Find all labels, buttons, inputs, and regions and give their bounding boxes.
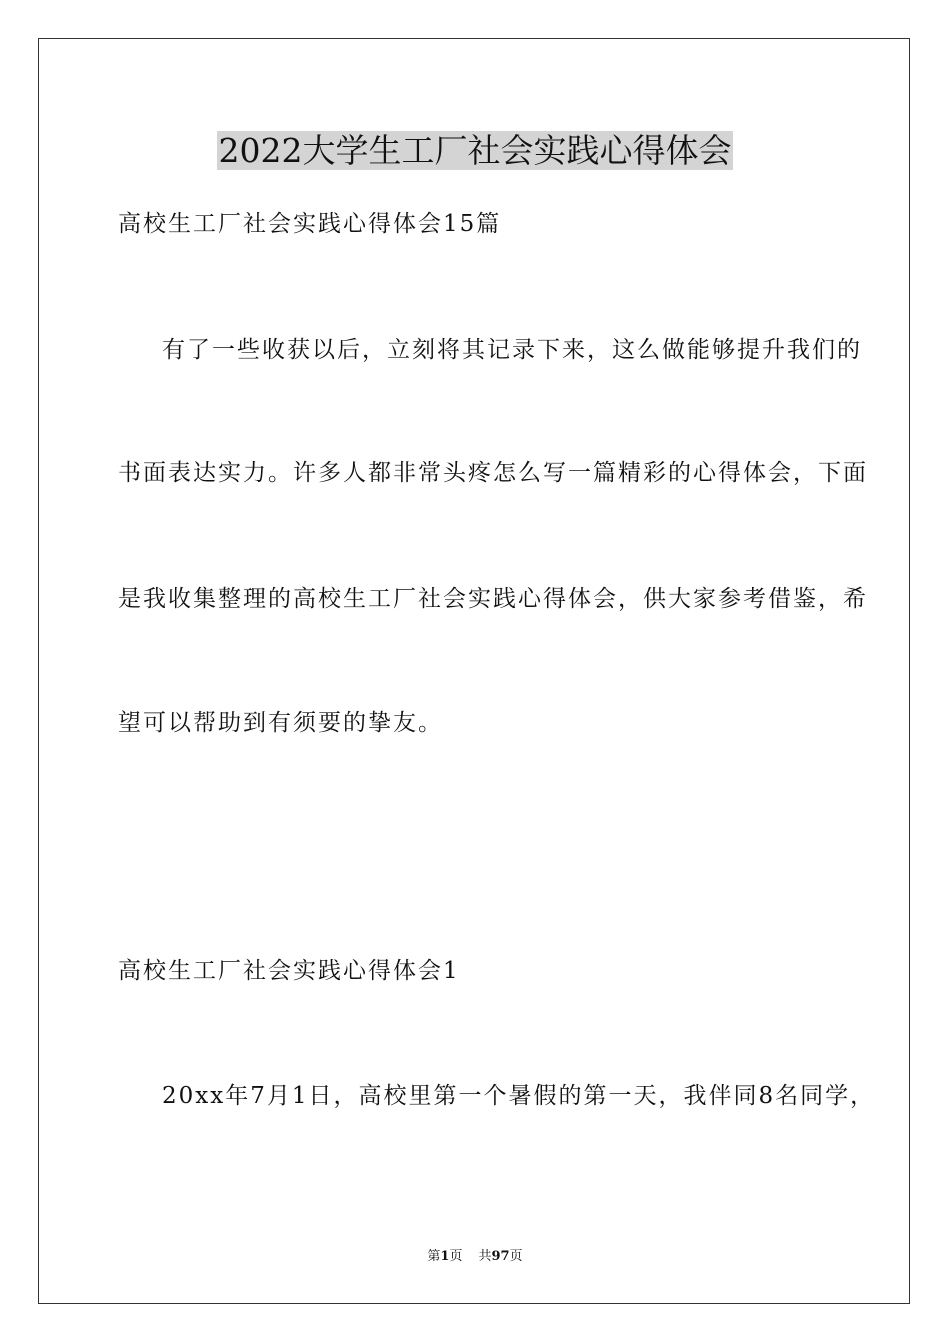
footer-page-prefix: 第 bbox=[427, 1249, 441, 1264]
intro-line-1: 有了一些收获以后，立刻将其记录下来，这么做能够提升我们的 bbox=[162, 337, 862, 363]
section-paragraph-line-1: 20xx年7月1日，高校里第一个暑假的第一天，我伴同8名同学， bbox=[162, 1083, 876, 1109]
document-subtitle: 高校生工厂社会实践心得体会15篇 bbox=[118, 211, 502, 237]
intro-line-4: 望可以帮助到有须要的挚友。 bbox=[118, 710, 443, 736]
document-title-text: 2022大学生工厂社会实践心得体会 bbox=[218, 131, 732, 170]
footer-total-prefix: 共 bbox=[478, 1249, 492, 1264]
footer-page-number: 1 bbox=[440, 1249, 450, 1264]
page-footer bbox=[0, 1248, 950, 1266]
intro-line-2: 书面表达实力。许多人都非常头疼怎么写一篇精彩的心得体会，下面 bbox=[118, 460, 868, 486]
intro-line-3: 是我收集整理的高校生工厂社会实践心得体会，供大家参考借鉴，希 bbox=[118, 586, 868, 612]
footer-page-suffix: 页 bbox=[449, 1249, 463, 1264]
document-title bbox=[0, 128, 950, 174]
footer-total-pages: 97 bbox=[491, 1249, 510, 1264]
section-heading: 高校生工厂社会实践心得体会1 bbox=[118, 958, 460, 984]
footer-total-suffix: 页 bbox=[509, 1249, 523, 1264]
